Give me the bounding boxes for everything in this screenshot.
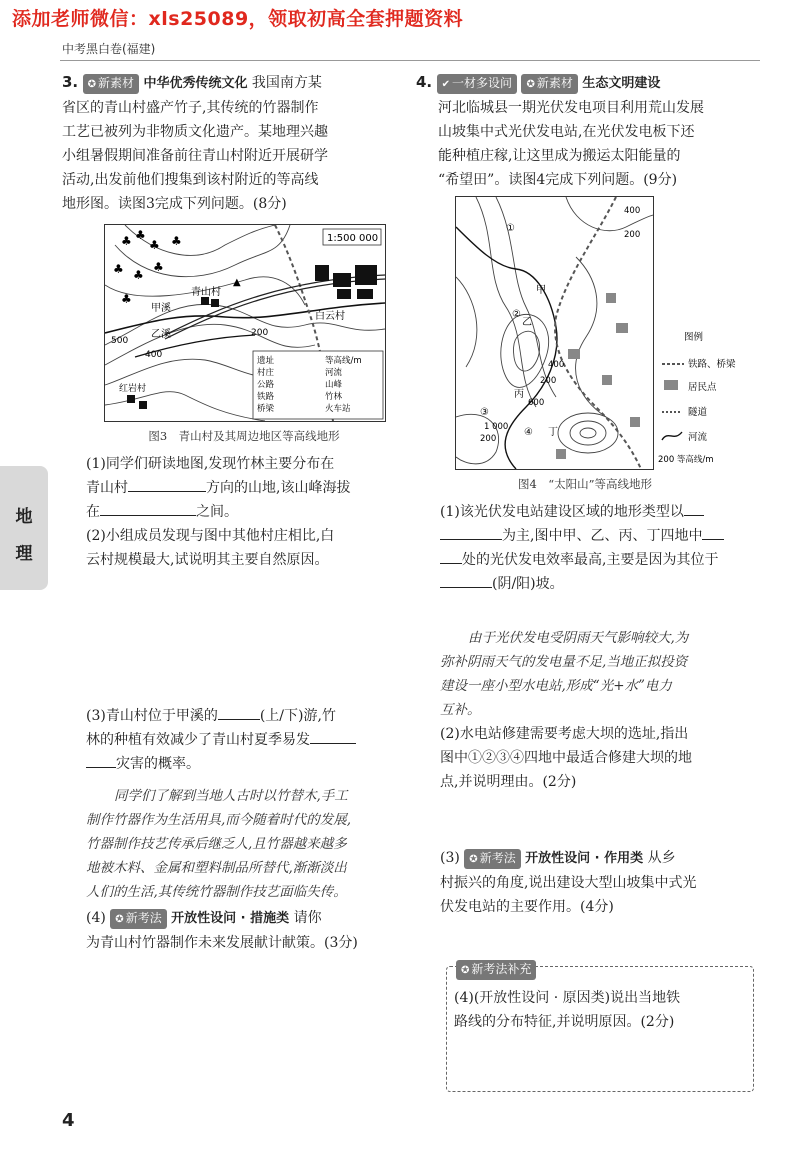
figure-4-contour-map xyxy=(455,196,654,470)
map4-label-400b: 400 xyxy=(548,360,565,370)
svg-text:♣: ♣ xyxy=(121,234,132,248)
map4-label-circle1: ① xyxy=(506,223,515,234)
q3-hand-line-4: 人们的生活,其传统竹器制作技艺面临失传。 xyxy=(86,884,347,900)
q3-sub4-line-2: 为青山村竹器制作未来发展献计献策。(3分) xyxy=(86,935,358,951)
map4-label-600: 600 xyxy=(528,398,545,408)
q3-hand-line-3: 地被木料、金属和塑料制品所替代,渐渐淡出 xyxy=(86,860,347,876)
legend-village: 村庄 xyxy=(257,368,275,378)
q3-hand-line-1: 制作竹器作为生活用具,而今随着时代的发展, xyxy=(86,812,352,828)
question-3-topic: 中华优秀传统文化 xyxy=(143,76,248,91)
lightbulb-icon: ✪ xyxy=(87,79,96,90)
figure-3-caption: 图3 青山村及其周边地区等高线地形 xyxy=(148,429,340,443)
svg-text:♣: ♣ xyxy=(149,238,160,252)
map-label-jiaxi: 甲溪 xyxy=(151,303,171,314)
q4-sub2-line-1: 图中①②③④四地中最适合修建大坝的地 xyxy=(440,750,692,766)
question-4-intro-line-3: “希望田”。读图4完成下列问题。(9分) xyxy=(438,172,678,188)
side-tab-char-2: 理 xyxy=(15,544,33,564)
legend-ruins: 遗址 xyxy=(257,356,275,366)
series-title: 中考黑白卷(福建) xyxy=(62,42,156,56)
answer-blank[interactable] xyxy=(440,548,462,564)
q3-sub4-tail: 请你 xyxy=(293,910,322,926)
answer-blank[interactable] xyxy=(684,500,704,516)
check-icon: ✔ xyxy=(441,79,450,90)
question-3-intro-line-4: 活动,出发前他们搜集到该村附近的等高线 xyxy=(62,172,319,188)
q4-sub3-line-1: 村振兴的角度,说出建设大型山坡集中式光 xyxy=(440,875,697,891)
q4-sub1-part-0: (1)该光伏发电站建设区域的地形类型以 xyxy=(440,504,684,520)
map-label-baiyun: 白云村 xyxy=(315,311,345,322)
lightbulb-icon: ✪ xyxy=(526,79,535,90)
map4-label-bing: 丙 xyxy=(514,389,524,400)
side-tab-char-1: 地 xyxy=(15,507,33,527)
q3-sub2-line-0: (2)小组成员发现与图中其他村庄相比,白 xyxy=(86,528,335,544)
question-3-intro-line-1: 省区的青山村盛产竹子,其传统的竹器制作 xyxy=(62,100,319,116)
new-material-badge: ✪ 新素材 xyxy=(83,74,139,94)
header-divider xyxy=(60,60,760,61)
legend4-settlement: 居民点 xyxy=(688,382,717,393)
legend4-railway: 铁路、桥梁 xyxy=(688,359,736,370)
question-4-handwritten-material xyxy=(440,626,760,722)
q3-sub3-part-3: 灾害的概率。 xyxy=(116,756,200,772)
figure-4-legend xyxy=(658,330,758,470)
multi-question-badge: ✔ 一材多设问 xyxy=(437,74,517,94)
map4-label-200c: 200 xyxy=(480,434,497,444)
q3-hand-line-2: 竹器制作技艺传承后继乏人,且竹器越来越多 xyxy=(86,836,347,852)
svg-text:♣: ♣ xyxy=(133,268,144,282)
page-number: 4 xyxy=(62,1110,75,1131)
question-3-intro-line-2: 工艺已被列为非物质文化遗产。某地理兴趣 xyxy=(62,124,328,140)
map4-label-circle3: ③ xyxy=(480,407,489,418)
map4-label-yi: 乙 xyxy=(522,317,532,328)
q3-sub3-part-0: (3)青山村位于甲溪的 xyxy=(86,708,218,724)
q4-sub2-line-2: 点,并说明理由。(2分) xyxy=(440,774,577,790)
figure-4-caption: 图4 “太阳山”等高线地形 xyxy=(517,477,653,491)
map4-label-ding: 丁 xyxy=(548,427,558,438)
promo-watermark: 添加老师微信：xls25089，领取初高全套押题资料 xyxy=(12,8,464,30)
new-exam-badge: ✪ 新考法 xyxy=(464,849,520,869)
svg-text:♣: ♣ xyxy=(113,262,124,276)
answer-blank[interactable] xyxy=(100,500,196,516)
map-label-qingshan: 青山村 xyxy=(191,287,221,298)
map4-label-200b: 200 xyxy=(540,376,557,386)
legend-bridge: 桥梁 xyxy=(257,404,275,414)
legend-river: 河流 xyxy=(325,368,343,378)
legend-railway: 铁路 xyxy=(257,392,275,402)
q4-sub1-part-3: (阴/阳)坡。 xyxy=(492,576,564,592)
contour-label-0: 500 xyxy=(111,336,129,346)
q4-sub3-prefix: (3) xyxy=(440,850,460,866)
q4-sub3-tail: 从乡 xyxy=(647,850,676,866)
answer-blank[interactable] xyxy=(218,704,260,720)
question-3 xyxy=(62,70,407,216)
q4-sub1-part-1: 为主,图中甲、乙、丙、丁四地中 xyxy=(502,528,703,544)
question-4-sub2 xyxy=(440,722,760,794)
q4-hand-line-0: 由于光伏发电受阴雨天气影响较大,为 xyxy=(468,630,689,646)
question-3-handwritten-material xyxy=(86,784,408,904)
map4-label-circle4: ④ xyxy=(524,427,533,438)
map4-label-400: 400 xyxy=(624,206,641,216)
svg-text:♣: ♣ xyxy=(153,260,164,274)
q4-sub3-type: 开放性设问 · 作用类 xyxy=(525,851,644,866)
lightbulb-icon: ✪ xyxy=(469,854,478,865)
legend4-tunnel: 隧道 xyxy=(688,407,708,418)
legend-peak: 山峰 xyxy=(325,380,343,390)
question-3-intro-line-3: 小组暑假期间准备前往青山村附近开展研学 xyxy=(62,148,328,164)
question-4-intro-line-0: 河北临城县一期光伏发电项目利用荒山发展 xyxy=(438,100,704,116)
map4-label-circle2: ② xyxy=(512,309,521,320)
question-4-sub1 xyxy=(440,500,760,596)
figure-3-contour-map xyxy=(104,224,386,422)
q3-sub4-type: 开放性设问 · 措施类 xyxy=(171,911,290,926)
legend-bamboo: 竹林 xyxy=(325,392,343,402)
question-4-sub4 xyxy=(454,986,750,1034)
legend-station: 火车站 xyxy=(325,404,351,414)
map-label-hongyan: 红岩村 xyxy=(119,384,147,394)
svg-text:♣: ♣ xyxy=(121,292,132,306)
q4-sub1-part-2: 处的光伏发电效率最高,主要是因为其位于 xyxy=(462,552,719,568)
q4-hand-line-2: 建设一座小型水电站,形成“光+水”电力 xyxy=(440,678,672,694)
q3-sub1-line-0: (1)同学们研读地图,发现竹林主要分布在 xyxy=(86,456,335,472)
question-3-subquestions xyxy=(86,452,406,572)
answer-blank[interactable] xyxy=(702,524,724,540)
contour-label-3: 200 xyxy=(251,328,269,338)
q4-sub3-line-2: 伏发电站的主要作用。(4分) xyxy=(440,899,614,915)
lightbulb-icon: ✪ xyxy=(115,914,124,925)
answer-blank[interactable] xyxy=(310,728,356,744)
answer-blank[interactable] xyxy=(440,572,492,588)
question-3-number: 3. xyxy=(62,73,79,91)
question-3-intro-line-5: 地形图。读图3完成下列问题。(8分) xyxy=(62,196,287,212)
map4-label-jia: 甲 xyxy=(536,285,546,296)
contour-label-1: 400 xyxy=(145,350,163,360)
question-4 xyxy=(416,70,761,192)
legend-contour: 等高线/m xyxy=(325,356,362,366)
q4-hand-line-3: 互补。 xyxy=(440,702,481,718)
q4-sub4-line-1: 路线的分布特征,并说明原因。(2分) xyxy=(454,1014,675,1030)
question-3-sub3 xyxy=(86,704,406,776)
q3-sub2-line-1: 云村规模最大,试说明其主要自然原因。 xyxy=(86,552,329,568)
svg-text:▲: ▲ xyxy=(233,277,241,288)
q4-sub4-line-0: (4)(开放性设问 · 原因类)说出当地铁 xyxy=(454,990,681,1006)
question-3-intro-line-0: 我国南方某 xyxy=(251,75,322,91)
supplement-badge: ✪ 新考法补充 xyxy=(456,958,536,980)
subject-side-tab xyxy=(0,466,48,590)
map4-label-1000: 1 000 xyxy=(484,422,509,432)
legend4-river: 河流 xyxy=(688,432,708,443)
q4-hand-line-1: 弥补阴雨天气的发电量不足,当地正拟投资 xyxy=(440,654,688,670)
new-exam-badge: ✪ 新考法 xyxy=(110,909,166,929)
answer-blank[interactable] xyxy=(86,752,116,768)
question-4-intro-line-1: 山坡集中式光伏发电站,在光伏发电板下还 xyxy=(438,124,695,140)
map-scale: 1:500 000 xyxy=(327,233,379,244)
q3-sub4-prefix: (4) xyxy=(86,910,106,926)
question-4-number: 4. xyxy=(416,73,433,91)
q3-hand-line-0: 同学们了解到当地人古时以竹替木,手工 xyxy=(114,788,348,804)
question-3-sub4 xyxy=(86,906,408,955)
map4-label-200: 200 xyxy=(624,230,641,240)
q3-sub1-part-4: 之间。 xyxy=(196,504,238,520)
q3-sub3-part-2: 林的种植有效减少了青山村夏季易发 xyxy=(86,732,310,748)
answer-blank[interactable] xyxy=(440,524,502,540)
question-4-intro-line-2: 能种植庄稼,让这里成为搬运太阳能量的 xyxy=(438,148,681,164)
svg-text:♣: ♣ xyxy=(135,228,146,242)
new-material-badge: ✪ 新素材 xyxy=(521,74,577,94)
q3-sub3-part-1: (上/下)游,竹 xyxy=(259,708,336,724)
map-label-yixi: 乙溪 xyxy=(151,329,171,340)
legend4-title: 图例 xyxy=(684,332,704,343)
legend-road: 公路 xyxy=(257,380,275,390)
lightbulb-icon: ✪ xyxy=(461,965,470,976)
legend4-contour: 200 等高线/m xyxy=(658,455,714,465)
question-4-topic: 生态文明建设 xyxy=(582,76,661,91)
q3-sub1-part-1: 青山村 xyxy=(86,480,128,496)
q4-sub2-line-0: (2)水电站修建需要考虑大坝的选址,指出 xyxy=(440,726,689,742)
answer-blank[interactable] xyxy=(128,476,206,492)
q3-sub1-part-2: 方向的山地,该山峰海拔 xyxy=(206,480,351,496)
question-4-sub3 xyxy=(440,846,760,919)
svg-text:♣: ♣ xyxy=(171,234,182,248)
q3-sub1-part-3: 在 xyxy=(86,504,100,520)
